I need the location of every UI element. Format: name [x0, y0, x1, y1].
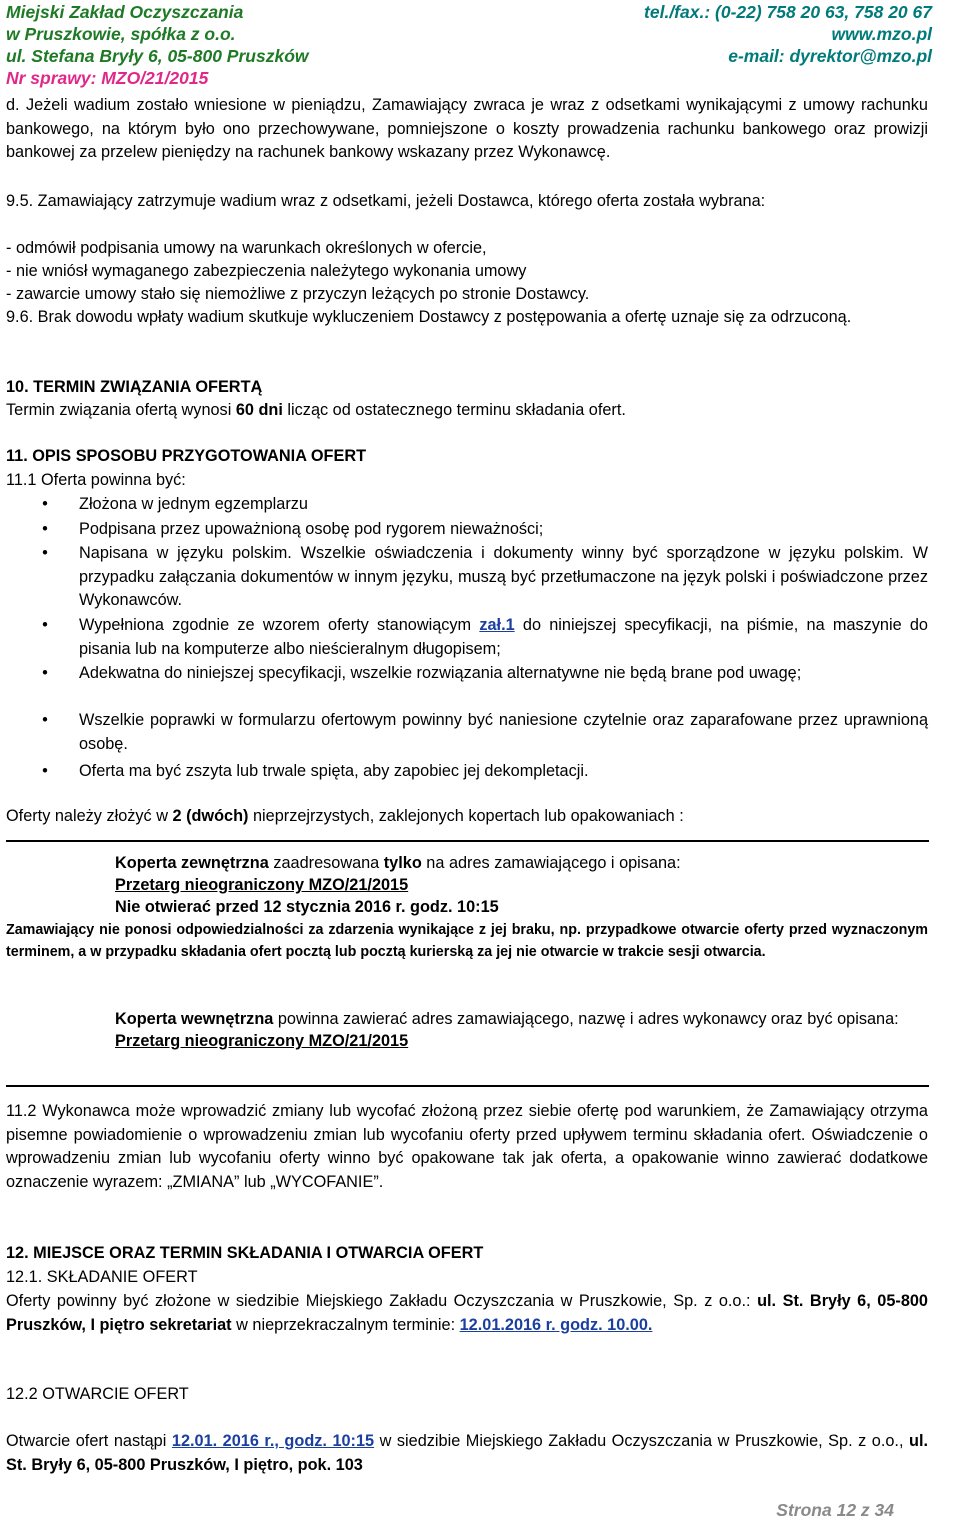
- bullet-text: Adekwatna do niniejszej specyfikacji, wszelkie rozwiązania alternatywne nie będą brane pod uwagę;: [79, 664, 802, 682]
- outer-envelope-only: tylko: [383, 854, 422, 872]
- list-item-9-5-b: - nie wniósł wymaganego zabezpieczenia należytego wykonania umowy: [6, 262, 527, 280]
- paragraph-11-1: 11.1 Oferta powinna być:: [6, 471, 186, 489]
- opening-date-link[interactable]: 12.01. 2016 r., godz. 10:15: [171, 1432, 375, 1450]
- section-10-text: [6, 399, 928, 423]
- section-12-heading: 12. MIEJSCE ORAZ TERMIN SKŁADANIA I OTWARCIA OFERT: [6, 1244, 484, 1262]
- bullet-item: [6, 542, 928, 613]
- paragraph-9d: d. Jeżeli wadium zostało wniesione w pieniądzu, Zamawiający zwraca je wraz z odsetkami wynikającymi z umowy rachunku bankowego, na którym było ono przechowywane, pomniejszone o koszty prowadzenia rachunku bankowego oraz prowizji bankowej za przelew pieniędzy na rachunek bankowy wskazany przez Wykonawcę.: [6, 96, 928, 161]
- section-11-heading: 11. OPIS SPOSOBU PRZYGOTOWANIA OFERT: [6, 447, 367, 465]
- bullet-item: [6, 493, 928, 517]
- bullet-text: Złożona w jednym egzemplarzu: [79, 495, 308, 513]
- bullet-text: Wszelkie poprawki w formularzu ofertowym powinny być naniesione czytelnie oraz zaparafowane przez uprawnioną osobę.: [79, 711, 928, 753]
- submission-deadline-link[interactable]: 12.01.2016 r. godz. 10.00.: [459, 1315, 653, 1334]
- subsection-12-1-heading: 12.1. SKŁADANIE OFERT: [6, 1268, 198, 1286]
- paragraph-12-1-pre: Oferty powinny być złożone w siedzibie Miejskiego Zakładu Oczyszczania w Pruszkowie, Sp. z o.o.:: [6, 1292, 758, 1310]
- bullet-item: [6, 614, 928, 661]
- outer-envelope-title: Przetarg nieograniczony MZO/21/2015: [115, 876, 409, 894]
- bullet-text-pre: Wypełniona zgodnie ze wzorem oferty stanowiącym: [79, 616, 480, 634]
- section-10-heading: 10. TERMIN ZWIĄZANIA OFERTĄ: [6, 378, 263, 396]
- paragraph-12-2: [6, 1430, 928, 1477]
- bullet-icon: •: [42, 544, 48, 562]
- subsection-12-2-heading: 12.2 OTWARCIE OFERT: [6, 1385, 189, 1403]
- case-number: Nr sprawy: MZO/21/2015: [6, 68, 209, 88]
- section-10-text-pre: Termin związania ofertą wynosi: [6, 401, 236, 419]
- bullet-text-post: do niniejszej specyfikacji, na piśmie, na maszynie do pisania lub na komputerze albo nieścieralnym długopisem;: [79, 616, 928, 658]
- divider: [6, 840, 929, 842]
- paragraph-9-6: 9.6. Brak dowodu wpłaty wadium skutkuje wykluczeniem Dostawcy z postępowania a ofertę uznaje się za odrzuconą.: [6, 308, 852, 326]
- phone-fax: tel./fax.: (0-22) 758 20 63, 758 20 67: [644, 2, 932, 22]
- letterhead-row-2: [6, 24, 932, 46]
- org-name: Miejski Zakład Oczyszczania: [6, 2, 244, 22]
- bullet-text: [79, 614, 928, 661]
- letterhead: [6, 0, 932, 88]
- paragraph-9-5: 9.5. Zamawiający zatrzymuje wadium wraz z odsetkami, jeżeli Dostawca, którego oferta została wybrana:: [6, 192, 766, 210]
- bullet-item: [6, 760, 928, 784]
- bullet-item: [6, 518, 928, 542]
- bullet-icon: •: [42, 762, 48, 780]
- envelopes-count: 2 (dwóch): [172, 807, 249, 825]
- bullet-text: Podpisana przez upoważnioną osobę pod rygorem nieważności;: [79, 520, 544, 538]
- liability-disclaimer: Zamawiający nie ponosi odpowiedzialności za zdarzenia wynikające z jej braku, np. przypadkowe otwarcie oferty przed wyznaczonym terminem, a w przypadku składania ofert pocztą lub pocztą kurierską za jej nie otwarcie w trakcie sesji otwarcia.: [6, 922, 928, 960]
- letterhead-row-4: [6, 68, 932, 90]
- divider: [6, 1085, 929, 1087]
- bullet-icon: •: [42, 711, 48, 729]
- paragraph-12-1: [6, 1290, 928, 1337]
- bullet-icon: •: [42, 520, 48, 538]
- bullet-icon: •: [42, 664, 48, 682]
- bullet-icon: •: [42, 616, 48, 634]
- section-10-text-post: licząc od ostatecznego terminu składania ofert.: [282, 401, 626, 419]
- list-item-9-5-c: - zawarcie umowy stało się niemożliwe z przyczyn leżących po stronie Dostawcy.: [6, 285, 590, 303]
- outer-envelope-post: na adres zamawiającego i opisana:: [421, 854, 681, 872]
- bullet-icon: •: [42, 495, 48, 513]
- envelopes-post: nieprzejrzystych, zaklejonych kopertach lub opakowaniach :: [248, 807, 684, 825]
- bullet-item: [6, 662, 928, 686]
- website-link[interactable]: www.mzo.pl: [831, 24, 932, 44]
- submission-address: ul. St. Bryły 6, 05-800 Pruszków, I piętro sekretariat: [6, 1292, 928, 1334]
- letterhead-row-3: [6, 46, 932, 68]
- paragraph-12-2-mid: w siedzibie Miejskiego Zakładu Oczyszczania w Pruszkowie, Sp. z o.o.,: [374, 1432, 909, 1450]
- inner-envelope-title: Przetarg nieograniczony MZO/21/2015: [115, 1032, 409, 1050]
- email-link[interactable]: e-mail: dyrektor@mzo.pl: [728, 46, 932, 66]
- paragraph-12-2-pre: Otwarcie ofert nastąpi: [6, 1432, 172, 1450]
- inner-envelope-block: [115, 1008, 928, 1052]
- paragraph-12-1-mid: w nieprzekraczalnym terminie:: [231, 1315, 460, 1334]
- bullet-text: Napisana w języku polskim. Wszelkie oświadczenia i dokumenty winny być sporządzone w języku polskim. W przypadku załączania dokumentów w innym języku, muszą być przetłumaczone na język polski i poświadczone przez Wykonawców.: [79, 544, 928, 609]
- envelopes-instruction: [6, 805, 928, 829]
- envelopes-pre: Oferty należy złożyć w: [6, 807, 173, 825]
- bullet-text: Oferta ma być zszyta lub trwale spięta, aby zapobiec jej dekompletacji.: [79, 762, 589, 780]
- org-address: ul. Stefana Bryły 6, 05-800 Pruszków: [6, 46, 309, 66]
- attachment-1-link[interactable]: zał.1: [479, 616, 515, 634]
- inner-envelope-post: powinna zawierać adres zamawiającego, nazwę i adres wykonawcy oraz być opisana:: [273, 1010, 899, 1028]
- org-form: w Pruszkowie, spółka z o.o.: [6, 24, 236, 44]
- inner-envelope-desc: [115, 1008, 928, 1030]
- bullet-item: [6, 709, 928, 756]
- inner-envelope-label: Koperta wewnętrzna: [115, 1010, 274, 1028]
- page-number: Strona 12 z 34: [776, 1500, 894, 1520]
- outer-envelope-label: Koperta zewnętrzna: [115, 854, 269, 872]
- outer-envelope-block: [115, 852, 928, 918]
- list-item-9-5-a: - odmówił podpisania umowy na warunkach określonych w ofercie,: [6, 239, 487, 257]
- letterhead-row-1: [6, 2, 932, 24]
- binding-period: 60 dni: [235, 401, 283, 419]
- outer-envelope-desc: [115, 852, 928, 874]
- opening-address: ul. St. Bryły 6, 05-800 Pruszków, I piętro, pok. 103: [6, 1432, 928, 1474]
- outer-envelope-do-not-open: Nie otwierać przed 12 stycznia 2016 r. godz. 10:15: [115, 898, 499, 916]
- paragraph-11-2: 11.2 Wykonawca może wprowadzić zmiany lub wycofać złożoną przez siebie ofertę pod warunkiem, że Zamawiający otrzyma pisemne powiadomienie o wprowadzeniu zmian lub wycofaniu oferty przed upływem terminu składania ofert. Oświadczenie o wprowadzeniu zmian lub wycofaniu oferty winno być opakowane tak jak oferta, a opakowanie winno zawierać dodatkowe oznaczenie wyrazem: „ZMIANA” lub „WYCOFANIE”.: [6, 1102, 928, 1191]
- outer-envelope-mid: zaadresowana: [268, 854, 384, 872]
